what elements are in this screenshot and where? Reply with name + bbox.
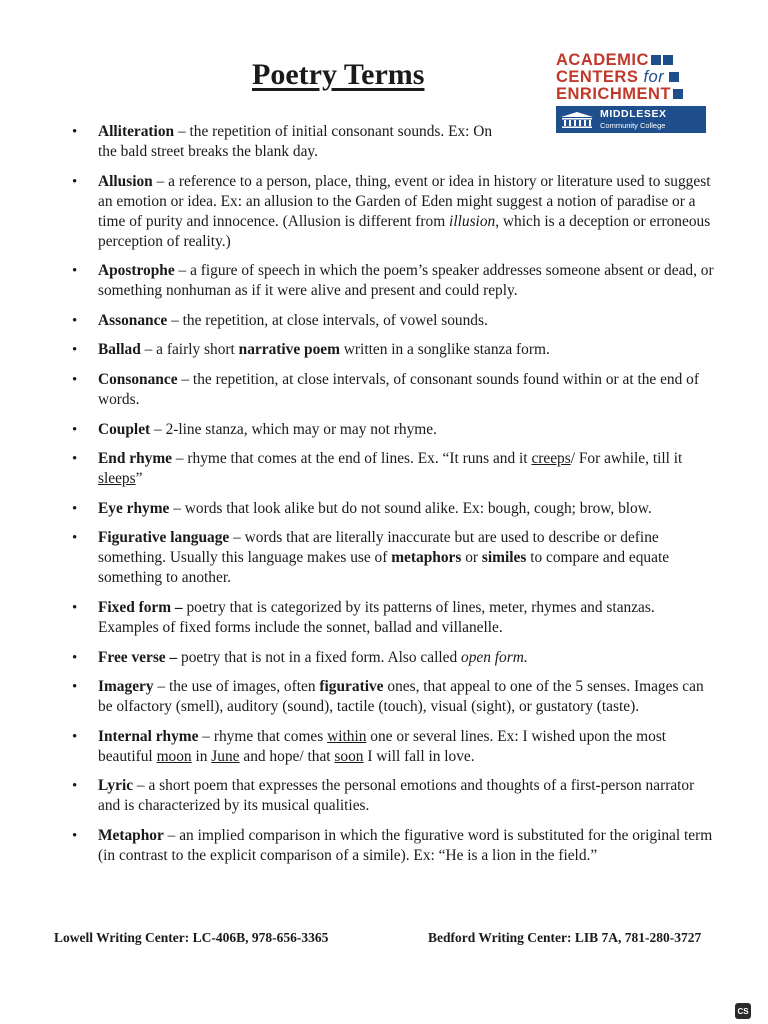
bullet-icon: • bbox=[72, 679, 78, 696]
logo-line-1: ACADEMIC bbox=[556, 51, 649, 69]
bullet-icon: • bbox=[72, 173, 78, 190]
term-allusion: • Allusion – a reference to a person, place, thing, event or idea in history or literature used to suggest an emotion or idea. Ex: an allusion to the Garden of Eden might suggest a notion of paradise or a time of purity and innocence. (Allusion is different from illusion, which is a deception or erroneous perception of reality.) bbox=[72, 172, 711, 250]
term-figurative-language: • Figurative language – words that are literally inaccurate but are used to describe or define something. Usually this language makes use of metaphors or similes to compare and equate something to another. bbox=[72, 529, 670, 587]
bullet-icon: • bbox=[72, 500, 78, 517]
camscanner-badge: CS bbox=[735, 1003, 751, 1019]
term-fixed-form: • Fixed form – poetry that is categorized by its patterns of lines, meter, rhymes and stanzas. Examples of fixed forms include the sonnet, ballad and villanelle. bbox=[72, 598, 655, 636]
terms-list bbox=[62, 122, 718, 876]
bullet-icon: • bbox=[72, 599, 78, 616]
bullet-icon: • bbox=[72, 312, 78, 329]
bullet-icon: • bbox=[72, 649, 78, 666]
term-internal-rhyme: • Internal rhyme – rhyme that comes within one or several lines. Ex: I wished upon the most beautiful moon in June and hope/ that soon I will fall in love. bbox=[72, 727, 667, 765]
term-eye-rhyme: • Eye rhyme – words that look alike but do not sound alike. Ex: bough, cough; brow, blow. bbox=[72, 499, 652, 517]
footer-bedford: Bedford Writing Center: LIB 7A, 781-280-3727 bbox=[428, 930, 702, 945]
logo-band-main: MIDDLESEX bbox=[600, 107, 667, 120]
bullet-icon: • bbox=[72, 827, 78, 844]
bullet-icon: • bbox=[72, 371, 78, 388]
bullet-icon: • bbox=[72, 124, 78, 140]
logo-line-3: ENRICHMENT bbox=[556, 85, 671, 103]
term-apostrophe: • Apostrophe – a figure of speech in which the poem’s speaker addresses someone absent or dead, or something nonhuman as if it were alive and present and could reply. bbox=[72, 262, 714, 300]
acad-centers-logo bbox=[556, 52, 706, 133]
bullet-icon: • bbox=[72, 451, 78, 468]
term-metaphor: • Metaphor – an implied comparison in which the figurative word is substituted for the original term (in contrast to the explicit comparison of a simile). Ex: “He is a lion in the field.” bbox=[72, 826, 713, 864]
bullet-icon: • bbox=[72, 530, 78, 547]
bullet-icon: • bbox=[72, 778, 78, 795]
term-free-verse: • Free verse – poetry that is not in a fixed form. Also called open form. bbox=[72, 648, 528, 666]
term-ballad: • Ballad – a fairly short narrative poem written in a songlike stanza form. bbox=[72, 341, 550, 359]
page-title: Poetry Terms bbox=[252, 58, 425, 91]
logo-line-2b: for bbox=[643, 68, 665, 86]
term-imagery: • Imagery – the use of images, often figurative ones, that appeal to one of the 5 senses. Images can be olfactory (smell), auditory (sound), tactile (touch), visual (sight), or gustatory (taste). bbox=[72, 678, 704, 716]
logo-line-2a: CENTERS bbox=[556, 68, 639, 86]
term-consonance: • Consonance – the repetition, at close intervals, of consonant sounds found within or at the end of words. bbox=[72, 370, 699, 408]
term-end-rhyme: • End rhyme – rhyme that comes at the end of lines. Ex. “It runs and it creeps/ For awhile, till it sleeps” bbox=[72, 450, 683, 488]
term-alliteration: • Alliteration – the repetition of initial consonant sounds. Ex: On the bald street breaks the blank day. bbox=[72, 123, 493, 160]
term-couplet: • Couplet – 2-line stanza, which may or may not rhyme. bbox=[72, 420, 437, 438]
bullet-icon: • bbox=[72, 728, 78, 745]
term-assonance: • Assonance – the repetition, at close intervals, of vowel sounds. bbox=[72, 311, 488, 329]
footer-lowell: Lowell Writing Center: LC-406B, 978-656-3365 bbox=[54, 930, 329, 945]
bullet-icon: • bbox=[72, 263, 78, 280]
term-lyric: • Lyric – a short poem that expresses the personal emotions and thoughts of a first-person narrator and is characterized by its musical qualities. bbox=[72, 777, 695, 815]
bullet-icon: • bbox=[72, 421, 78, 438]
logo-band-sub: Community College bbox=[600, 120, 666, 130]
bullet-icon: • bbox=[72, 342, 78, 359]
